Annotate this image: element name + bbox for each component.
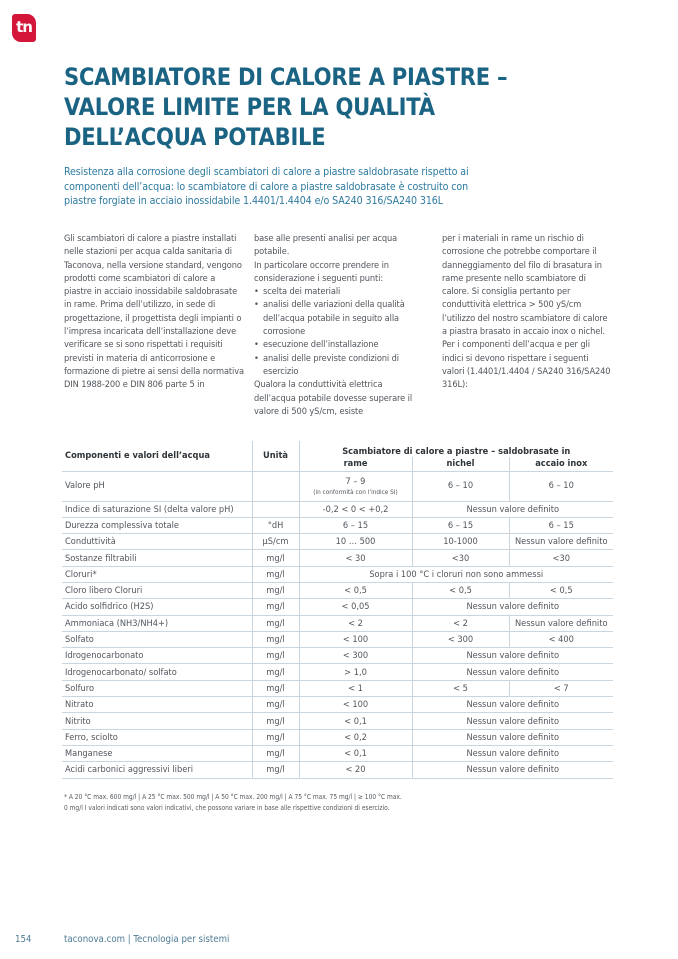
cell-nichel-inox: Nessun valore definito: [412, 501, 613, 517]
cell-nichel-inox: Nessun valore definito: [412, 745, 613, 761]
cell-rame: < 0,05: [299, 599, 412, 615]
cell-component: Nitrato: [62, 697, 252, 713]
cell-nichel-inox: Nessun valore definito: [412, 713, 613, 729]
cell-inox: Nessun valore definito: [509, 615, 613, 631]
cell-unit: [252, 471, 299, 501]
cell-inox: 6 – 15: [509, 517, 613, 533]
cell-nichel: <30: [412, 550, 509, 566]
table-row: [62, 729, 613, 745]
cell-unit: mg/l: [252, 729, 299, 745]
table-row: [62, 713, 613, 729]
cell-nichel-inox: Nessun valore definito: [412, 697, 613, 713]
table-row: [62, 631, 613, 647]
table-row: [62, 534, 613, 550]
body-column-3: [442, 232, 612, 392]
cell-rame-value: 7 – 9: [345, 476, 366, 487]
cell-nichel-inox: Nessun valore definito: [412, 729, 613, 745]
cell-component: Ammoniaca (NH3/NH4+): [62, 615, 252, 631]
title-line: DELL’ACQUA POTABILE: [64, 123, 326, 151]
cell-all-materials: Sopra i 100 °C i cloruri non sono ammessi: [299, 566, 613, 582]
cell-unit: mg/l: [252, 664, 299, 680]
cell-unit: mg/l: [252, 615, 299, 631]
bullet-item: • analisi delle variazioni della qualità dell’acqua potabile in seguito alla corrosione: [254, 298, 414, 338]
bullet-item: • analisi delle previste condizioni di esercizio: [254, 352, 414, 379]
cell-rame: -0,2 < 0 < +0,2: [299, 501, 412, 517]
cell-component: Cloruri*: [62, 566, 252, 582]
cell-inox: Nessun valore definito: [509, 534, 613, 550]
cell-unit: mg/l: [252, 631, 299, 647]
cell-component: Sostanze filtrabili: [62, 550, 252, 566]
cell-unit: mg/l: [252, 648, 299, 664]
cell-component: Nitrito: [62, 713, 252, 729]
cell-rame: < 300: [299, 648, 412, 664]
cell-nichel: 6 – 10: [412, 471, 509, 501]
cell-rame: < 0,1: [299, 713, 412, 729]
page-number: 154: [15, 934, 32, 945]
cell-rame: 6 – 15: [299, 517, 412, 533]
table-row: [62, 762, 613, 778]
cell-component: Acido solfidrico (H2S): [62, 599, 252, 615]
cell-component: Conduttività: [62, 534, 252, 550]
cell-nichel-inox: Nessun valore definito: [412, 648, 613, 664]
water-quality-table: [62, 441, 613, 779]
cell-component: Acidi carbonici aggressivi liberi: [62, 762, 252, 778]
logo-text: tn: [16, 17, 32, 36]
cell-nichel-inox: Nessun valore definito: [412, 599, 613, 615]
cell-component: Solfuro: [62, 680, 252, 696]
cell-inox: < 0,5: [509, 582, 613, 598]
cell-component: Durezza complessiva totale: [62, 517, 252, 533]
table-row: [62, 648, 613, 664]
cell-rame: < 30: [299, 550, 412, 566]
taconova-logo: [12, 14, 36, 42]
cell-inox: < 7: [509, 680, 613, 696]
cell-nichel: < 0,5: [412, 582, 509, 598]
cell-nichel: < 2: [412, 615, 509, 631]
bullet-item: • scelta dei materiali: [254, 285, 414, 298]
table-row: [62, 550, 613, 566]
cell-component: Indice di saturazione SI (delta valore pH): [62, 501, 252, 517]
cell-rame: < 1: [299, 680, 412, 696]
lead-paragraph: Resistenza alla corrosione degli scambiatori di calore a piastre saldobrasate rispetto ai componenti dell’acqua: lo scambiatore di calore a piastre saldobrasate è costruito con piastre forgiate in acciaio inossidabile 1.4401/1.4404 e/o SA240 316/SA240 316L: [64, 166, 469, 208]
cell-inox: 6 – 10: [509, 471, 613, 501]
table-row: [62, 697, 613, 713]
footnotes: [64, 792, 484, 813]
footnote-line: 0 mg/l I valori indicati sono valori indicativi, che possono variare in base alle rispettive condizioni di esercizio.: [64, 803, 390, 812]
cell-component: Manganese: [62, 745, 252, 761]
cell-unit: mg/l: [252, 599, 299, 615]
header-component: Componenti e valori dell’acqua: [62, 441, 252, 471]
table-row: [62, 582, 613, 598]
cell-unit: mg/l: [252, 582, 299, 598]
cell-rame: < 20: [299, 762, 412, 778]
cell-unit: mg/l: [252, 762, 299, 778]
table-row: [62, 501, 613, 517]
cell-component: Valore pH: [62, 471, 252, 501]
body-column-2: [254, 232, 414, 418]
cell-rame: < 0,5: [299, 582, 412, 598]
cell-inox: < 400: [509, 631, 613, 647]
footer-site: taconova.com | Tecnologia per sistemi: [64, 934, 230, 945]
cell-unit: µS/cm: [252, 534, 299, 550]
header-rame: rame: [299, 457, 412, 471]
cell-component: Idrogenocarbonato/ solfato: [62, 664, 252, 680]
cell-rame: < 100: [299, 631, 412, 647]
cell-rame: [299, 471, 412, 501]
cell-component: Ferro, sciolto: [62, 729, 252, 745]
cell-rame: < 2: [299, 615, 412, 631]
body-text: per i materiali in rame un rischio di corrosione che potrebbe comportare il danneggiamento del filo di brasatura in rame presente nello scambiatore di calore. Si consiglia pertanto per conduttività elettrica > 500 yS/cm l’utilizzo del nostro scambiatore di calore a piastra brasato in accaio inox o nichel. Per i componenti dell’acqua e per gli indici si devono rispettare i seguenti valori (1.4401/1.4404 / SA240 316/SA240 316L):: [442, 233, 611, 391]
cell-unit: °dH: [252, 517, 299, 533]
body-text: In particolare occorre prendere in considerazione i seguenti punti:: [254, 259, 389, 284]
header-unit: Unità: [252, 441, 299, 471]
table-row: [62, 745, 613, 761]
body-text: base alle presenti analisi per acqua potabile.: [254, 233, 398, 258]
table-row: [62, 664, 613, 680]
cell-unit: mg/l: [252, 680, 299, 696]
header-inox: accaio inox: [509, 457, 613, 471]
table-row: [62, 517, 613, 533]
bullet-item: • esecuzione dell’installazione: [254, 338, 414, 351]
cell-nichel: < 300: [412, 631, 509, 647]
header-nichel: nichel: [412, 457, 509, 471]
cell-rame: > 1,0: [299, 664, 412, 680]
table-body: [62, 471, 613, 778]
body-text: Gli scambiatori di calore a piastre installati nelle stazioni per acqua calda sanitaria di Taconova, nella versione standard, vengono prodotti come scambiatori di calore a piastre in acciaio inossidabile saldobrasate in rame. Prima dell’utilizzo, in sede di progettazione, il progettista degli impianti o l’impresa incaricata dell’installazione deve verificare se si sono rispettati i requisiti previsti in materia di anticorrosione e formazione di pietre ai sensi della normativa DIN 1988-200 e DIN 806 parte 5 in: [64, 233, 245, 391]
page-title: [64, 62, 522, 152]
cell-unit: mg/l: [252, 550, 299, 566]
table-row: [62, 471, 613, 501]
cell-unit: mg/l: [252, 713, 299, 729]
cell-component: Solfato: [62, 631, 252, 647]
table-row: [62, 566, 613, 582]
cell-rame: < 0,2: [299, 729, 412, 745]
cell-nichel: < 5: [412, 680, 509, 696]
header-group: Scambiatore di calore a piastre – saldobrasate in: [299, 441, 613, 457]
footnote-line: * A 20 °C max. 600 mg/l | A 25 °C max. 500 mg/l | A 50 °C max. 200 mg/l | A 75 °C max. 75 mg/l | ≥ 100 °C max.: [64, 793, 402, 801]
cell-nichel-inox: Nessun valore definito: [412, 664, 613, 680]
cell-rame: < 100: [299, 697, 412, 713]
cell-rame: 10 … 500: [299, 534, 412, 550]
table-row: [62, 615, 613, 631]
cell-unit: mg/l: [252, 566, 299, 582]
cell-unit: mg/l: [252, 745, 299, 761]
cell-unit: mg/l: [252, 697, 299, 713]
cell-component: Idrogenocarbonato: [62, 648, 252, 664]
title-line: SCAMBIATORE DI CALORE A PIASTRE –: [64, 63, 508, 91]
cell-nichel-inox: Nessun valore definito: [412, 762, 613, 778]
body-text: Qualora la conduttività elettrica dell’acqua potabile dovesse superare il valore di 500 yS/cm, esiste: [254, 379, 413, 417]
table-row: [62, 599, 613, 615]
cell-component: Cloro libero Cloruri: [62, 582, 252, 598]
cell-unit: [252, 501, 299, 517]
cell-rame: < 0,1: [299, 745, 412, 761]
cell-rame-note: (in conformità con l’indice SI): [313, 488, 398, 496]
title-line: VALORE LIMITE PER LA QUALITÀ: [64, 93, 435, 121]
cell-inox: <30: [509, 550, 613, 566]
cell-nichel: 6 – 15: [412, 517, 509, 533]
table-row: [62, 680, 613, 696]
cell-nichel: 10-1000: [412, 534, 509, 550]
body-column-1: [64, 232, 244, 392]
